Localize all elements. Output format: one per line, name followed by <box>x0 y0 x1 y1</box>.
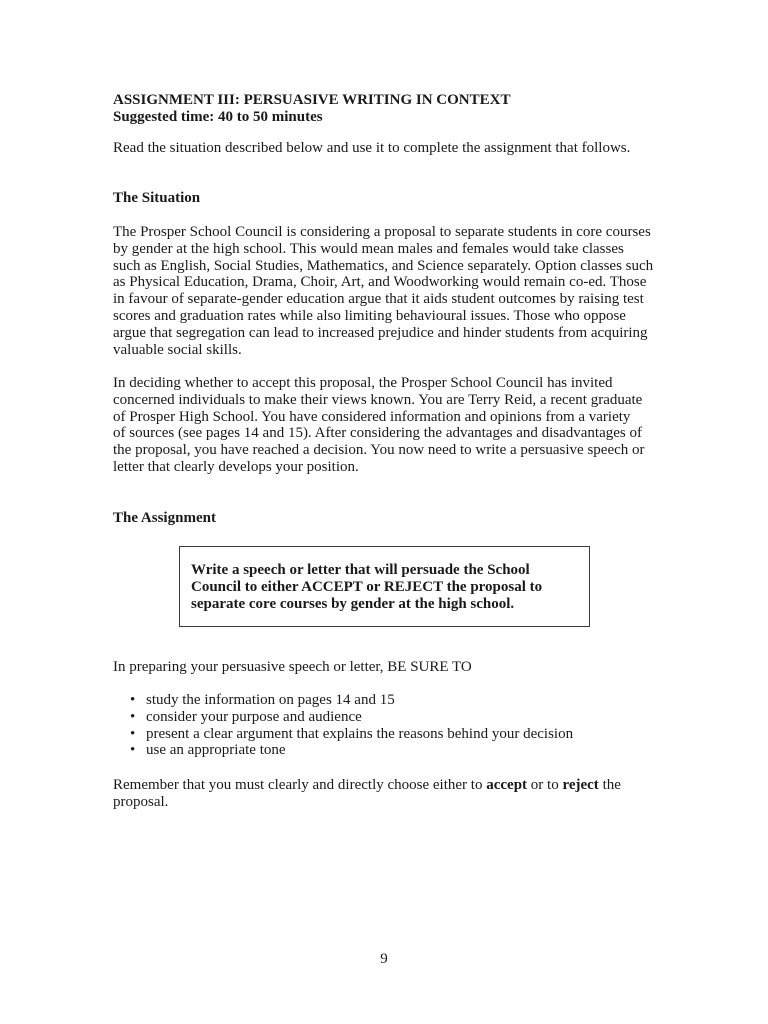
suggested-time: Suggested time: 40 to 50 minutes <box>113 109 323 125</box>
text-line: letter that clearly develops your position. <box>113 458 359 475</box>
text-line: argue that segregation can lead to increased prejudice and hinder students from acquiring <box>113 324 648 341</box>
task-line: Council to either ACCEPT or REJECT the proposal to <box>191 579 543 595</box>
reminder-paragraph <box>113 777 673 811</box>
text-line: in favour of separate-gender education argue that it aids student outcomes by raising test <box>113 291 644 308</box>
intro-text: Read the situation described below and use it to complete the assignment that follows. <box>113 140 631 156</box>
checklist <box>130 692 573 759</box>
bullet-icon: • <box>130 725 136 742</box>
situation-heading: The Situation <box>113 190 201 206</box>
list-item <box>130 742 573 759</box>
text-line: of Prosper High School. You have considered information and opinions from a variety <box>113 408 631 425</box>
bullet-icon: • <box>130 708 136 725</box>
text-line: by gender at the high school. This would mean males and females would take classes <box>113 240 624 257</box>
text-line: concerned individuals to make their views known. You are Terry Reid, a recent graduate <box>113 391 643 408</box>
bullet-icon: • <box>130 692 136 708</box>
reminder-text: Remember that you must clearly and directly choose either to <box>113 777 487 793</box>
bullet-icon: • <box>130 742 136 759</box>
reminder-text: the <box>598 777 621 793</box>
page-number: 9 <box>380 951 388 967</box>
list-item-text: use an appropriate tone <box>146 742 286 759</box>
text-line: scores and graduation rates while also limiting behavioural issues. Those who oppose <box>113 307 626 324</box>
text-line: In deciding whether to accept this proposal, the Prosper School Council has invited <box>113 375 613 391</box>
list-item <box>130 726 573 743</box>
text-line: the proposal, you have reached a decision. You now need to write a persuasive speech or <box>113 442 645 459</box>
prep-intro: In preparing your persuasive speech or letter, BE SURE TO <box>113 659 472 675</box>
text-line: The Prosper School Council is considering a proposal to separate students in core courses <box>113 224 651 240</box>
assignment-title: ASSIGNMENT III: PERSUASIVE WRITING IN CONTEXT <box>113 92 511 108</box>
list-item-text: present a clear argument that explains the reasons behind your decision <box>146 725 574 742</box>
task-box <box>179 546 590 627</box>
task-text <box>191 562 581 613</box>
text-line: such as English, Social Studies, Mathematics, and Science separately. Option classes such <box>113 257 654 274</box>
reject-keyword: reject <box>562 777 599 793</box>
text-line: valuable social skills. <box>113 341 242 358</box>
assignment-heading: The Assignment <box>113 510 216 526</box>
situation-paragraph-2 <box>113 375 673 476</box>
accept-keyword: accept <box>486 777 528 793</box>
reminder-line-1 <box>113 777 673 794</box>
assignment-header <box>113 88 673 126</box>
situation-paragraph-1 <box>113 224 673 358</box>
task-line: separate core courses by gender at the high school. <box>191 596 515 612</box>
list-item-text: consider your purpose and audience <box>146 708 362 725</box>
text-line: of sources (see pages 14 and 15). After considering the advantages and disadvantages of <box>113 425 642 442</box>
list-item <box>130 692 573 709</box>
list-item-text: study the information on pages 14 and 15 <box>146 692 395 708</box>
task-line: Write a speech or letter that will persuade the School <box>191 562 530 578</box>
reminder-line-2: proposal. <box>113 793 169 810</box>
reminder-text: or to <box>527 777 563 793</box>
list-item <box>130 709 573 726</box>
text-line: as Physical Education, Drama, Choir, Art, and Woodworking would remain co-ed. Those <box>113 274 647 291</box>
